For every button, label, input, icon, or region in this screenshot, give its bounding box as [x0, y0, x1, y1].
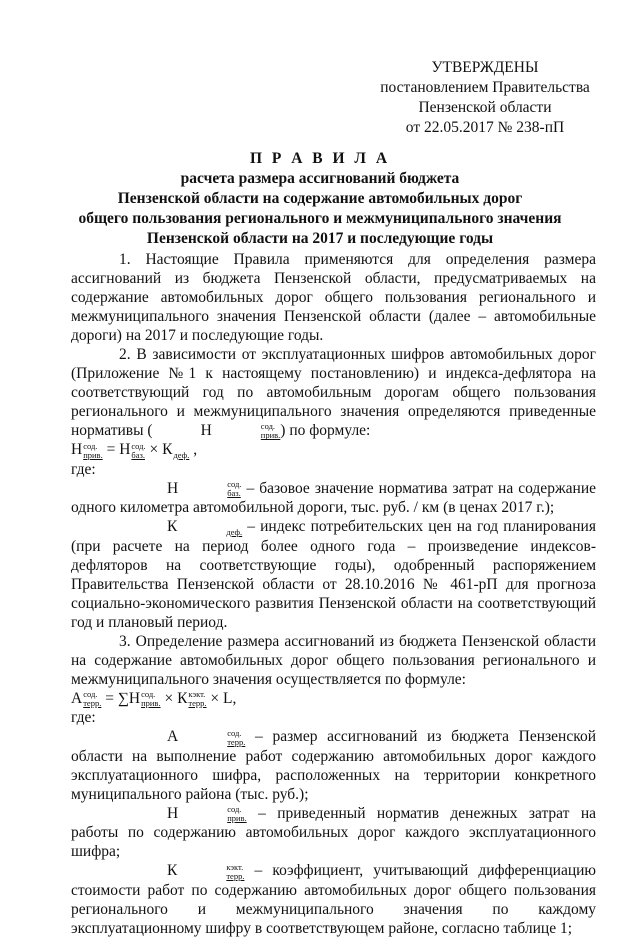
paragraph-3: 3. Определение размера ассигнований из бюджета Пензенской области на содержание автомобильных дорог общего пользования регионального и межмуниципального значения осуществляется по формуле: — [71, 632, 596, 688]
document-body — [71, 250, 596, 938]
where-label: где: — [71, 460, 96, 478]
definition-k: К кэкт. терр. – коэффициент, учитывающий дифференциацию стоимости работ по содержанию автомобильных дорог общего пользования регионального и межмуниципального значения по каждому эксплуатационному шифру в соответствующем районе, согласно таблице 1; — [71, 861, 596, 937]
definition-a: А сод. терр. – размер ассигнований из бюджета Пензенской области на выполнение работ содержанию автомобильных дорог каждого эксплуатационного шифра, расположенных на территории конкретного муниципального района (тыс. руб.); — [71, 727, 596, 803]
paragraph-2-end: ) по формуле: — [280, 422, 371, 439]
symbol-h-priv: Н сод. прив. — [200, 421, 281, 441]
approval-line: Пензенской области — [418, 99, 552, 116]
title-line: Пензенской области на содержание автомобильных дорог — [117, 190, 523, 207]
definition-base: Н сод. баз. – базовое значение норматива затрат на содержание одного километра автомобильной дороги, тыс. руб. / км (в ценах 2017 г.); — [71, 479, 596, 517]
paragraph-2 — [71, 345, 596, 440]
paragraph-2-text: 2. В зависимости от эксплуатационных шифров автомобильных дорог (Приложение №1 к настоящему постановлению) и индекса-дефлятора на соответствующий год по автомобильным дорогам общего пользования регионального и межмуниципального значения определяются приведенные нормативы ( — [71, 346, 596, 439]
where-label: где: — [71, 709, 96, 727]
formula-2: А сод. терр. = ∑Н сод. прив. × К кэкт. терр. × L, — [71, 689, 237, 709]
approval-line: от 22.05.2017 № 238-пП — [405, 119, 565, 136]
approval-heading: УТВЕРЖДЕНЫ — [431, 59, 539, 76]
document-title — [60, 149, 580, 249]
approval-block — [370, 58, 600, 138]
title-line: расчета размера ассигнований бюджета — [180, 170, 460, 187]
formula-1: Н сод. прив. = Н сод. баз. × К деф. , — [71, 440, 198, 460]
title-line: Пензенской области на 2017 и последующие годы — [146, 230, 494, 247]
paragraph-1: 1. Настоящие Правила применяются для определения размера ассигнований из бюджета Пензенской области, предусматриваемых на содержание автомобильных дорог общего пользования регионального и межмуниципального значения Пензенской области (далее – автомобильные дороги) на 2017 и последующие годы. — [71, 251, 596, 344]
definition-kdef: К деф. – индекс потребительских цен на год планирования (при расчете на период более одного года – произведение индексов-дефляторов на соответствующие годы), одобренный распоряжением Правительства Пензенской области от 28.10.2016 № 461-рП для прогноза социально-экономического развития Пензенской области на соответствующий год и плановый период. — [71, 518, 596, 631]
definition-hpriv: Н сод. прив. – приведенный норматив денежных затрат на работы по содержанию автомобильных дорог каждого эксплуатационного шифра; — [71, 804, 596, 861]
title-word: П Р А В И Л А — [249, 150, 391, 167]
title-line: общего пользования регионального и межмуниципального значения — [78, 210, 562, 227]
approval-line: постановлением Правительства — [380, 79, 590, 96]
